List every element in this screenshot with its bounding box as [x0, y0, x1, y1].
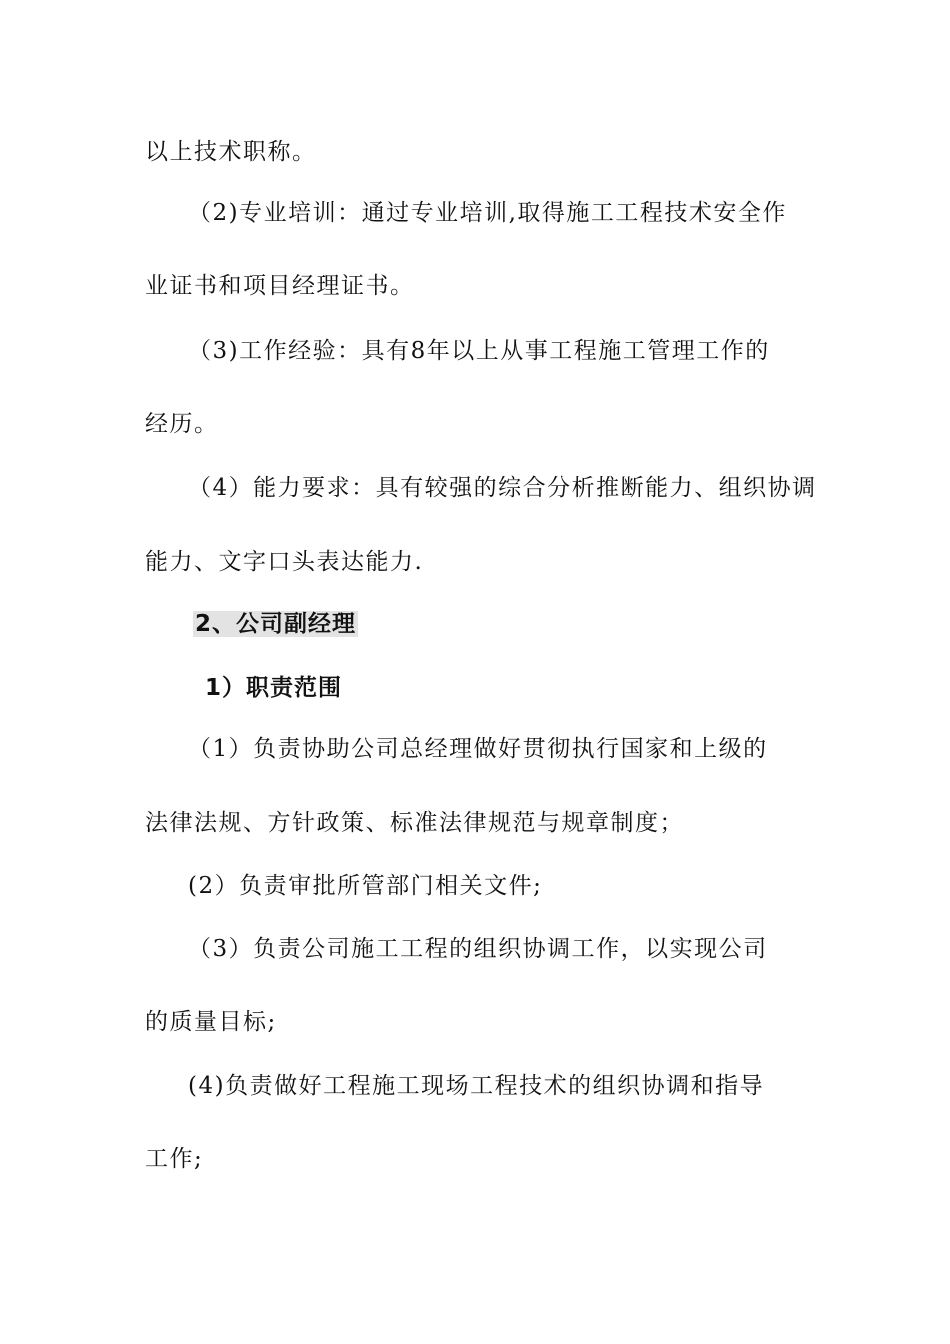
- section-heading: [193, 608, 358, 640]
- section-heading-text: 2、公司副经理: [195, 611, 357, 637]
- text-line-1: 以上技术职称。: [145, 139, 317, 165]
- text-line-12: (2）负责审批所管部门相关文件;: [188, 873, 543, 899]
- text-line-13: （3）负责公司施工工程的组织协调工作，以实现公司: [188, 936, 768, 962]
- text-line-15: (4)负责做好工程施工现场工程技术的组织协调和指导: [188, 1073, 765, 1099]
- text-line-11: 法律法规、方针政策、标准法律规范与规章制度；: [145, 810, 684, 836]
- text-line-16: 工作;: [145, 1146, 204, 1172]
- text-line-3: 业证书和项目经理证书。: [145, 273, 415, 299]
- text-line-7: 能力、文字口头表达能力.: [145, 549, 424, 575]
- text-line-4: （3)工作经验：具有8年以上从事工程施工管理工作的: [188, 338, 770, 364]
- subsection-heading: 1）职责范围: [205, 675, 343, 701]
- text-line-2: （2)专业培训：通过专业培训,取得施工工程技术安全作: [188, 200, 787, 226]
- text-line-14: 的质量目标;: [145, 1009, 277, 1035]
- text-line-10: （1）负责协助公司总经理做好贯彻执行国家和上级的: [188, 736, 768, 762]
- text-line-5: 经历。: [145, 411, 219, 437]
- text-line-6: （4）能力要求：具有较强的综合分析推断能力、组织协调: [188, 475, 817, 501]
